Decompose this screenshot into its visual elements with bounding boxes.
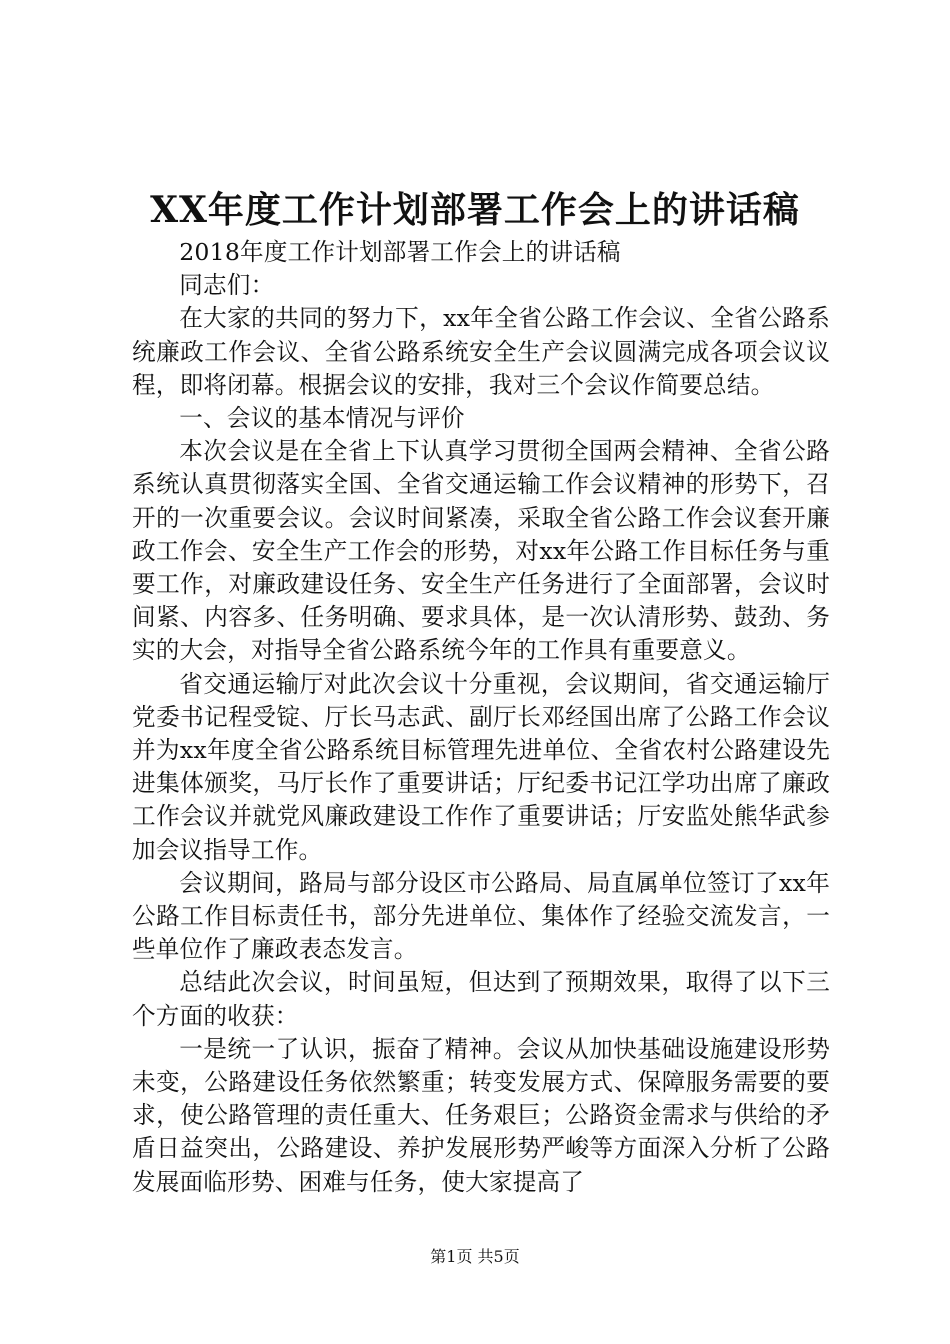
body-paragraph: 同志们： <box>179 271 275 300</box>
body-paragraph: 会议期间，路局与部分设区市公路局、局直属单位签订了xx年公路工作目标责任书，部分先进单位、集体作了经验交流发言，一些单位作了廉政表态发言。 <box>132 868 830 964</box>
body-paragraph: 总结此次会议，时间虽短，但达到了预期效果，取得了以下三个方面的收获： <box>132 968 830 1030</box>
document-title: XX年度工作计划部署工作会上的讲话稿 <box>150 189 800 231</box>
page-number-footer: 第1页 共5页 <box>430 1247 520 1266</box>
section-heading: 一、会议的基本情况与评价 <box>179 404 465 433</box>
document-body <box>132 236 830 1199</box>
body-paragraph: 2018年度工作计划部署工作会上的讲话稿 <box>179 238 621 266</box>
body-paragraph: 在大家的共同的努力下，xx年全省公路工作会议、全省公路系统廉政工作会议、全省公路系统安全生产会议圆满完成各项会议议程，即将闭幕。根据会议的安排，我对三个会议作简要总结。 <box>132 304 830 399</box>
body-paragraph: 本次会议是在全省上下认真学习贯彻全国两会精神、全省公路系统认真贯彻落实全国、全省交通运输工作会议精神的形势下，召开的一次重要会议。会议时间紧凑，采取全省公路工作会议套开廉政工作会、安全生产工作会的形势，对xx年公路工作目标任务与重要工作，对廉政建设任务、安全生产任务进行了全面部署，会议时间紧、内容多、任务明确、要求具体，是一次认清形势、鼓劲、务实的大会，对指导全省公路系统今年的工作具有重要意义。 <box>132 437 830 665</box>
body-paragraph: 省交通运输厅对此次会议十分重视，会议期间，省交通运输厅党委书记程受锭、厅长马志武、副厅长邓经国出席了公路工作会议并为xx年度全省公路系统目标管理先进单位、全省农村公路建设先进集体颁奖，马厅长作了重要讲话；厅纪委书记江学功出席了廉政工作会议并就党风廉政建设工作作了重要讲话；厅安监处熊华武参加会议指导工作。 <box>132 669 831 864</box>
body-paragraph: 一是统一了认识，振奋了精神。会议从加快基础设施建设形势未变，公路建设任务依然繁重；转变发展方式、保障服务需要的要求，使公路管理的责任重大、任务艰巨；公路资金需求与供给的矛盾日益突出，公路建设、养护发展形势严峻等方面深入分析了公路发展面临形势、困难与任务，使大家提高了 <box>132 1034 830 1196</box>
